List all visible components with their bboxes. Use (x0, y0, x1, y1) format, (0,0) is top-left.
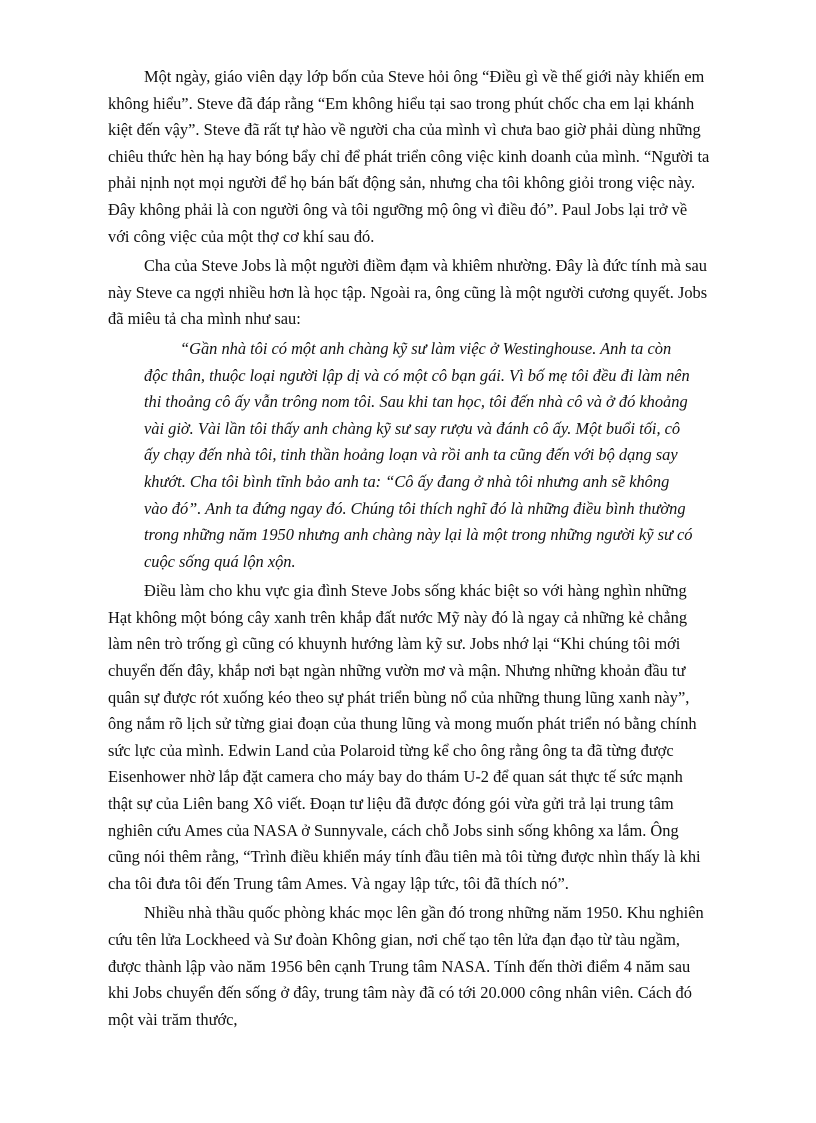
paragraph-2: Cha của Steve Jobs là một người điềm đạm và khiêm nhường. Đây là đức tính mà sau này Steve ca ngợi nhiều hơn là học tập. Ngoài ra, ông cũng là một người cương quyết. Jobs đã miêu tả cha mình như sau: (108, 256, 708, 329)
paragraph-3: Điều làm cho khu vực gia đình Steve Jobs sống khác biệt so với hàng nghìn những Hạt không một bóng cây xanh trên khắp đất nước Mỹ này đó là ngay cả những kẻ chẳng làm nên trò trống gì cũng có khuynh hướng làm kỹ sư. Jobs nhớ lại “Khi chúng tôi mới chuyển đến đây, khắp nơi bạt ngàn những vườn mơ và mận. Nhưng những khoản đầu tư quân sự được rót xuống kéo theo sự phát triển bùng nổ của những thung lũng xanh này”, ông nắm rõ lịch sử từng giai đoạn của thung lũng và mong muốn phát triển nó bằng chính sức lực của mình. Edwin Land của Polaroid từng kể cho ông rằng ông ta đã từng được Eisenhower nhờ lắp đặt camera cho máy bay do thám U-2 để quan sát thực tế sức mạnh thật sự của Liên bang Xô viết. Đoạn tư liệu đã được đóng gói vừa gửi trả lại trung tâm nghiên cứu Ames của NASA ở Sunnyvale, cách chỗ Jobs sinh sống không xa lắm. Ông cũng nói thêm rằng, “Trình điều khiển máy tính đầu tiên mà tôi từng được nhìn thấy là khi cha tôi đưa tôi đến Trung tâm Ames. Và ngay lập tức, tôi đã thích nó”. (108, 581, 701, 893)
paragraph-4: Nhiều nhà thầu quốc phòng khác mọc lên gần đó trong những năm 1950. Khu nghiên cứu tên lửa Lockheed và Sư đoàn Không gian, nơi chế tạo tên lửa đạn đạo từ tàu ngầm, được thành lập vào năm 1956 bên cạnh Trung tâm NASA. Tính đến thời điểm 4 năm sau khi Jobs chuyển đến sống ở đây, trung tâm này đã có tới 20.000 công nhân viên. Cách đó một vài trăm thước, (108, 903, 704, 1029)
block-quote: “Gần nhà tôi có một anh chàng kỹ sư làm việc ở Westinghouse. Anh ta còn độc thân, thuộc loại người lập dị và có một cô bạn gái. Vì bố mẹ tôi đều đi làm nên thi thoảng cô ấy vẫn trông nom tôi. Sau khi tan học, tôi đến nhà cô và ở đó khoảng vài giờ. Vài lần tôi thấy anh chàng kỹ sư say rượu và đánh cô ấy. Một buổi tối, cô ấy chạy đến nhà tôi, tinh thần hoảng loạn và rồi anh ta cũng đến với bộ dạng say khướt. Cha tôi bình tĩnh bảo anh ta: “Cô ấy đang ở nhà tôi nhưng anh sẽ không vào đó”. Anh ta đứng ngay đó. Chúng tôi thích nghĩ đó là những điều bình thường trong những năm 1950 nhưng anh chàng này lại là một trong những người kỹ sư có cuộc sống quá lộn xộn. (144, 338, 693, 571)
paragraph-1: Một ngày, giáo viên dạy lớp bốn của Steve hỏi ông “Điều gì về thế giới này khiến em không hiểu”. Steve đã đáp rằng “Em không hiểu tại sao trong phút chốc cha em lại khánh kiệt đến vậy”. Steve đã rất tự hào về người cha của mình vì chưa bao giờ phải dùng những chiêu thức hèn hạ hay bóng bẩy chỉ để phát triển công việc kinh doanh của mình. “Người ta phải nịnh nọt mọi người để họ bán bất động sản, nhưng cha tôi không giỏi trong việc này. Đây không phải là con người ông và tôi ngưỡng mộ ông vì điều đó”. Paul Jobs lại trở về với công việc của một thợ cơ khí sau đó. (108, 67, 710, 246)
document-body (108, 64, 710, 1036)
